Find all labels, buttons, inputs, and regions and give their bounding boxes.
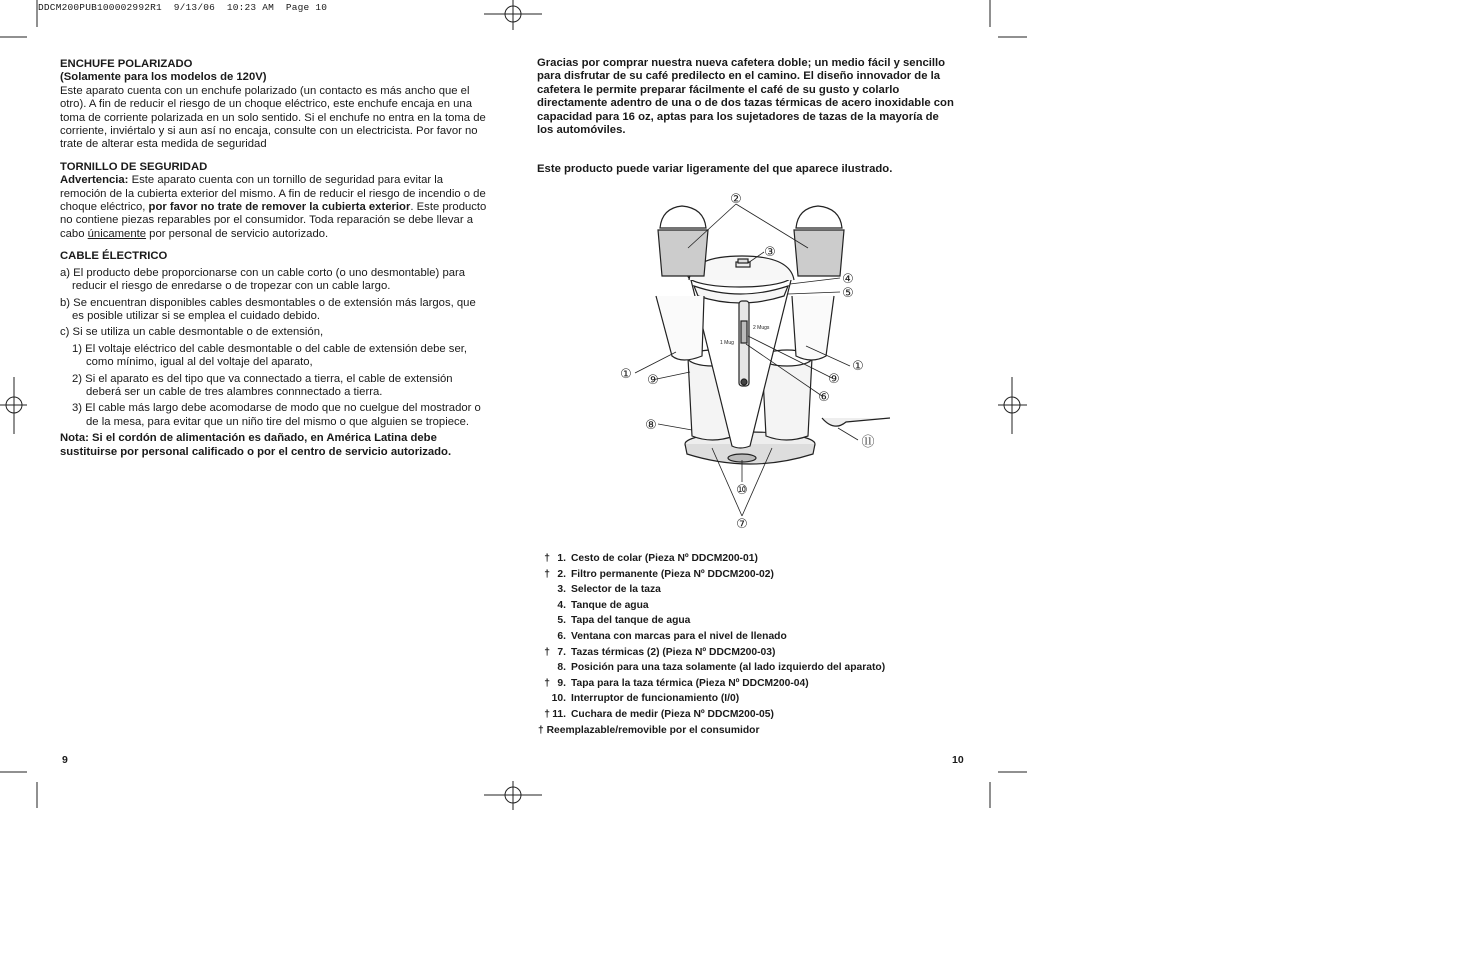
callout-3: ③ bbox=[764, 245, 776, 260]
dagger-mark: † bbox=[544, 708, 550, 720]
part-name: Tapa para la taza térmica (Pieza Nº DDCM200-04) bbox=[571, 677, 809, 689]
body-text: por personal de servicio autorizado. bbox=[146, 227, 329, 240]
dagger-mark bbox=[538, 598, 550, 614]
part-name: Tapa del tanque de agua bbox=[571, 615, 691, 627]
variance-note: Este producto puede variar ligeramente del que aparece ilustrado. bbox=[537, 163, 893, 176]
warning-label: Advertencia: bbox=[60, 174, 129, 187]
callout-1-right: ① bbox=[852, 359, 864, 374]
section-safety-screw bbox=[60, 161, 490, 241]
page-number-right: 10 bbox=[952, 754, 964, 766]
part-name: Filtro permanente (Pieza Nº DDCM200-02) bbox=[571, 568, 774, 580]
one-mug-label: 1 Mug bbox=[720, 340, 734, 346]
section-subtitle: (Solamente para los modelos de 120V) bbox=[60, 71, 267, 84]
page-number-left: 9 bbox=[62, 754, 68, 766]
part-number: 7. bbox=[557, 646, 566, 658]
dagger-mark bbox=[538, 613, 550, 629]
print-slug: DDCM200PUB100002992R1 9/13/06 10:23 AM Page 10 bbox=[38, 2, 328, 13]
list-item: c) Si se utiliza un cable desmontable o de extensión, bbox=[60, 326, 324, 339]
section-title: CABLE ÉLECTRICO bbox=[60, 250, 168, 263]
emphasis-text: por favor no trate de remover la cubierta exterior bbox=[148, 201, 411, 214]
underlined-text: únicamente bbox=[87, 227, 147, 240]
part-name: Selector de la taza bbox=[571, 584, 661, 596]
sub-list-item: 1) El voltaje eléctrico del cable desmontable o del cable de extensión debe ser, como mínimo, igual al del voltaje del aparato, bbox=[72, 342, 468, 369]
section-title: ENCHUFE POLARIZADO bbox=[60, 58, 193, 70]
part-number: 1. bbox=[557, 553, 566, 564]
right-column bbox=[537, 57, 957, 177]
callout-11: ⑪ bbox=[861, 435, 875, 450]
callout-1-left: ① bbox=[620, 367, 632, 382]
callout-9-right: ⑨ bbox=[828, 372, 840, 387]
part-name: Posición para una taza solamente (al lado izquierdo del aparato) bbox=[571, 662, 886, 674]
part-number: 9. bbox=[557, 677, 566, 689]
dagger-mark bbox=[538, 660, 550, 676]
dagger-mark bbox=[538, 582, 550, 598]
dagger-mark: † bbox=[544, 568, 550, 580]
part-name: Ventana con marcas para el nivel de llenado bbox=[571, 630, 787, 642]
sub-list-item: 2) Si el aparato es del tipo que va connectado a tierra, el cable de extensión deberá ser un cable de tres alambres connnectado a tierra. bbox=[72, 372, 453, 398]
callout-8: ⑧ bbox=[645, 418, 657, 433]
callout-4: ④ bbox=[842, 272, 854, 287]
parts-list-item bbox=[538, 598, 885, 614]
parts-list-item bbox=[538, 645, 885, 661]
part-number: 8. bbox=[557, 662, 566, 674]
parts-list bbox=[538, 551, 885, 738]
parts-list-item bbox=[538, 629, 885, 645]
left-column bbox=[60, 58, 490, 459]
dagger-mark: † bbox=[544, 677, 550, 689]
part-number: 3. bbox=[557, 584, 566, 596]
part-name: Tazas térmicas (2) (Pieza Nº DDCM200-03) bbox=[571, 646, 776, 658]
parts-list-item bbox=[538, 660, 885, 676]
parts-list-item bbox=[538, 676, 885, 692]
part-name: Tanque de agua bbox=[571, 599, 649, 611]
callout-2: ② bbox=[730, 192, 742, 207]
list-item: a) El producto debe proporcionarse con un cable corto (o uno desmontable) para reducir el riesgo de enredarse o de tropezar con un cable largo. bbox=[60, 266, 466, 293]
parts-list-item bbox=[538, 582, 885, 598]
callout-6: ⑥ bbox=[818, 390, 830, 405]
section-polarized-plug bbox=[60, 58, 490, 152]
section-body bbox=[60, 174, 490, 241]
callout-5: ⑤ bbox=[842, 286, 854, 301]
dagger-mark bbox=[538, 629, 550, 645]
parts-list-item bbox=[538, 551, 885, 567]
parts-list-item bbox=[538, 567, 885, 583]
part-number: 6. bbox=[557, 630, 566, 642]
two-mugs-label: 2 Mugs bbox=[753, 325, 770, 331]
part-name: Cesto de colar (Pieza Nº DDCM200-01) bbox=[571, 553, 758, 564]
part-name: Interruptor de funcionamiento (I/0) bbox=[571, 693, 740, 705]
body-text: . Este producto no contiene piezas reparables por el consumidor. Toda reparación se debe llevar a cabo bbox=[60, 201, 487, 240]
sub-list-item: 3) El cable más largo debe acomodarse de modo que no cuelgue del mostrador o de la mesa, para evitar que un niño tire del mismo o que alguien se tropiece. bbox=[72, 402, 481, 428]
callout-10: ⑩ bbox=[736, 483, 748, 498]
part-number: 11. bbox=[552, 708, 566, 720]
dagger-mark: † bbox=[544, 553, 550, 564]
dagger-mark: † bbox=[544, 646, 550, 658]
parts-list-item bbox=[538, 613, 885, 629]
callout-7: ⑦ bbox=[736, 517, 748, 532]
callout-9-left: ⑨ bbox=[647, 373, 659, 388]
latin-america-note: Nota: Si el cordón de alimentación es dañado, en América Latina debe sustituirse por personal calificado o por el centro de servicio autorizado. bbox=[60, 432, 452, 458]
part-number: 2. bbox=[557, 568, 566, 580]
list-item: b) Se encuentran disponibles cables desmontables o de extensión más largos, que es posible utilizar si se emplea el cuidado debido. bbox=[60, 296, 476, 322]
section-power-cord bbox=[60, 250, 490, 459]
part-number: 10. bbox=[551, 693, 566, 705]
dagger-mark bbox=[538, 691, 550, 707]
parts-list-item bbox=[538, 707, 885, 723]
part-name: Cuchara de medir (Pieza Nº DDCM200-05) bbox=[571, 708, 774, 720]
parts-list-item bbox=[538, 691, 885, 707]
intro-paragraph: Gracias por comprar nuestra nueva cafetera doble; un medio fácil y sencillo para disfrutar de su café predilecto en el camino. El diseño innovador de la cafetera le permite preparar fácilmente el café de su gusto y colarlo directamente adentro de una o de dos tazas térmicas de acero inoxidable con capacidad para 16 oz, aptas para los sujetadores de tazas de la mayoría de los automóviles. bbox=[537, 57, 954, 137]
coffeemaker-diagram bbox=[612, 186, 902, 536]
part-number: 5. bbox=[557, 615, 566, 627]
section-body: Este aparato cuenta con un enchufe polarizado (un contacto es más ancho que el otro). A fin de reducir el riesgo de un choque eléctrico, este enchufe encaja en una toma de corriente polarizada en un solo sentido. Si el enchufe no entra en la toma de corriente, inviértalo y si aun así no encaja, consulte con un electricista. Por favor no trate de alterar esta medida de seguridad bbox=[60, 84, 486, 151]
replaceable-footnote: † Reemplazable/removible por el consumidor bbox=[538, 724, 760, 736]
part-number: 4. bbox=[557, 599, 566, 611]
body-text: Este aparato cuenta con un tornillo de seguridad para evitar la remoción de la cubierta exterior del mismo. A fin de reducir el riesgo de incendio o de choque eléctrico, bbox=[60, 174, 486, 214]
section-title: TORNILLO DE SEGURIDAD bbox=[60, 160, 208, 173]
